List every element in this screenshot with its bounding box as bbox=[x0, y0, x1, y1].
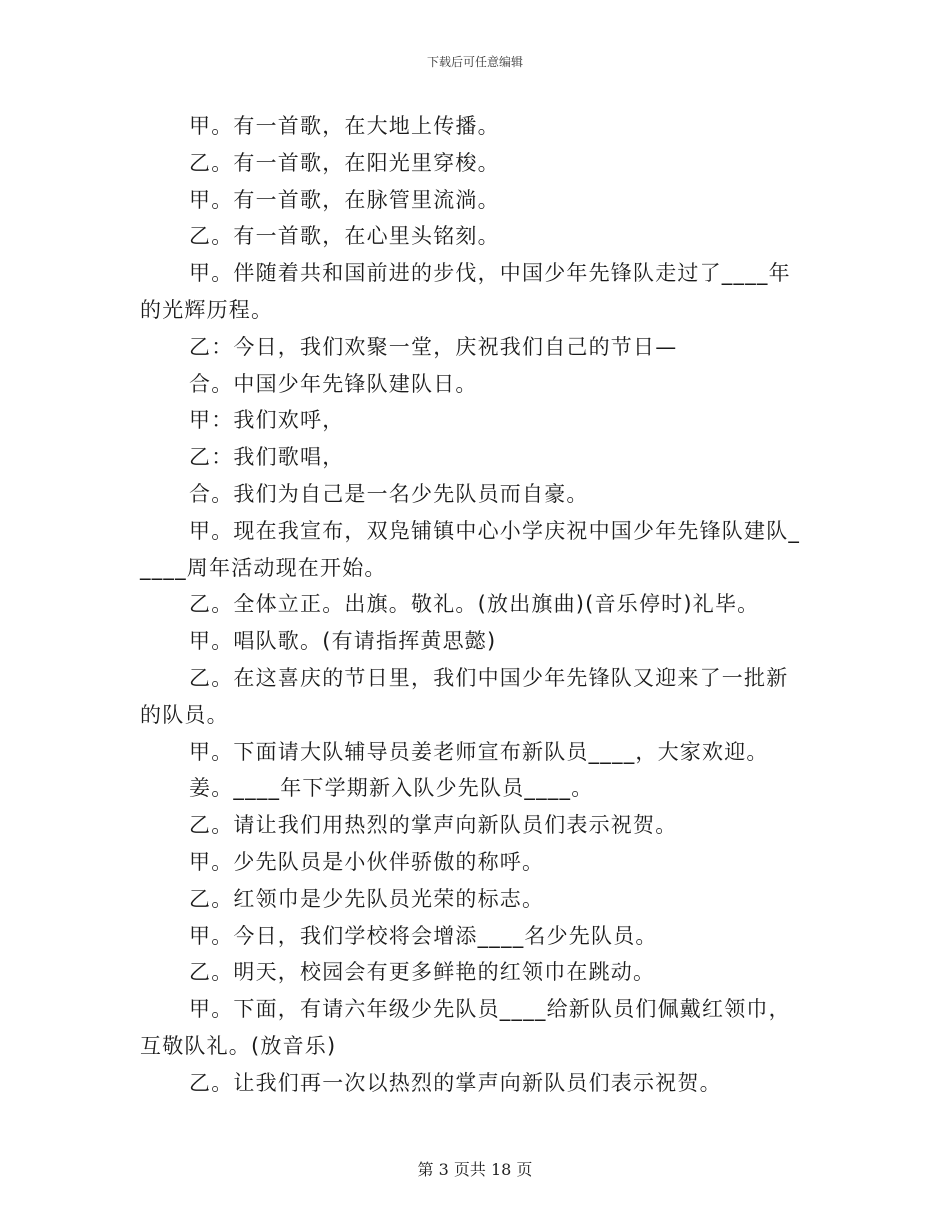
paragraph: 合。我们为自己是一名少先队员而自豪。 bbox=[189, 481, 589, 506]
paragraph: 甲。现在我宣布，双凫铺镇中心小学庆祝中国少年先锋队建队_____周年活动现在开始。 bbox=[140, 518, 801, 580]
document-body bbox=[140, 108, 808, 1102]
paragraph: 乙。让我们再一次以热烈的掌声向新队员们表示祝贺。 bbox=[189, 1070, 722, 1095]
paragraph: 乙：我们歌唱， bbox=[189, 445, 345, 470]
paragraph: 甲。下面请大队辅导员姜老师宣布新队员____，大家欢迎。 bbox=[189, 739, 769, 764]
page-footer: 第 3 页共 18 页 bbox=[417, 1160, 533, 1179]
paragraph: 姜。____年下学期新入队少先队员____。 bbox=[189, 776, 594, 801]
paragraph: 乙。明天，校园会有更多鲜艳的红领巾在跳动。 bbox=[189, 960, 656, 985]
paragraph: 甲。有一首歌，在脉管里流淌。 bbox=[189, 187, 500, 212]
paragraph: 甲。有一首歌，在大地上传播。 bbox=[189, 114, 500, 138]
page-header: 下载后可任意编辑 bbox=[426, 55, 523, 69]
paragraph: 乙。全体立正。出旗。敬礼。(放出旗曲)(音乐停时)礼毕。 bbox=[189, 592, 760, 617]
paragraph: 乙。红领巾是少先队员光荣的标志。 bbox=[189, 886, 545, 911]
paragraph: 乙：今日，我们欢聚一堂，庆祝我们自己的节日— bbox=[189, 334, 678, 359]
paragraph: 乙。请让我们用热烈的掌声向新队员们表示祝贺。 bbox=[189, 813, 678, 838]
paragraph: 甲：我们欢呼， bbox=[189, 408, 345, 433]
paragraph: 甲。唱队歌。(有请指挥黄思懿) bbox=[189, 629, 497, 654]
paragraph: 乙。有一首歌，在心里头铭刻。 bbox=[189, 224, 500, 249]
paragraph: 甲。伴随着共和国前进的步伐，中国少年先锋队走过了____年的光辉历程。 bbox=[140, 261, 791, 322]
paragraph: 甲。下面，有请六年级少先队员____给新队员们佩戴红领巾，互敬队礼。(放音乐) bbox=[140, 997, 791, 1058]
paragraph: 乙。在这喜庆的节日里，我们中国少年先锋队又迎来了一批新的队员。 bbox=[140, 665, 789, 727]
paragraph: 甲。今日，我们学校将会增添____名少先队员。 bbox=[189, 923, 658, 948]
paragraph: 甲。少先队员是小伙伴骄傲的称呼。 bbox=[189, 849, 545, 874]
paragraph: 乙。有一首歌，在阳光里穿梭。 bbox=[189, 150, 500, 175]
paragraph: 合。中国少年先锋队建队日。 bbox=[189, 371, 478, 396]
